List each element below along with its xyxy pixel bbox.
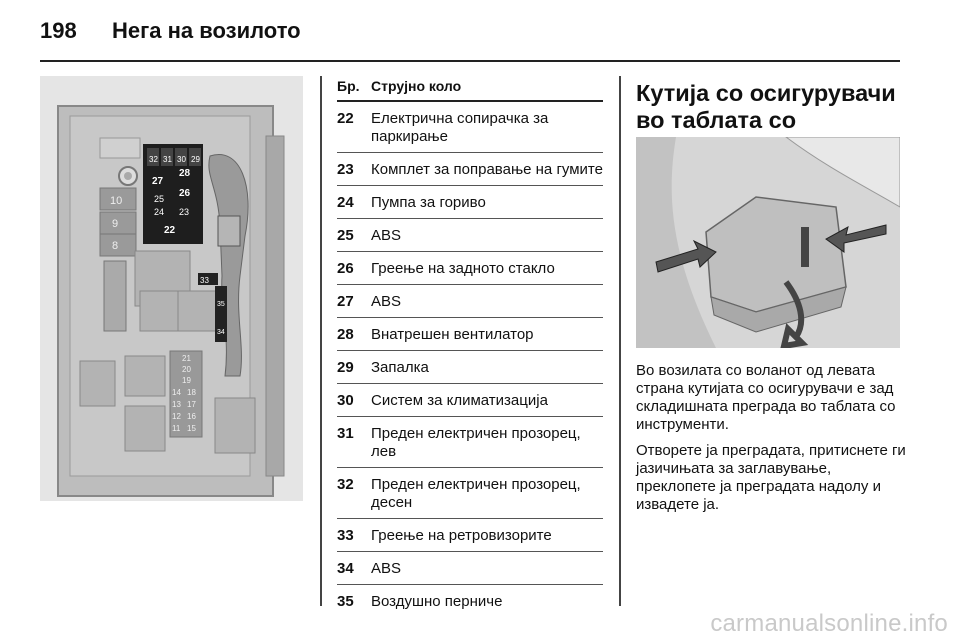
fuse-number: 22 bbox=[337, 110, 354, 127]
table-row bbox=[337, 468, 603, 519]
watermark: carmanualsonline.info bbox=[710, 610, 948, 637]
paragraph: Во возилата со воланот од левата страна кутијата со осигурувачи е зад складишната преграда во таблата со инструменти. bbox=[636, 362, 896, 433]
fuse-number: 31 bbox=[337, 425, 354, 442]
col-number-header: Бр. bbox=[337, 78, 360, 94]
dashboard-drawing bbox=[636, 137, 900, 348]
fuse-number: 23 bbox=[337, 161, 354, 178]
page-title: Нега на возилото bbox=[112, 18, 301, 43]
fuse-label: 35 bbox=[217, 301, 225, 308]
fuse-label: 25 bbox=[154, 194, 165, 204]
fuse-circuit: Запалка bbox=[371, 359, 429, 376]
table-row bbox=[337, 102, 603, 153]
page-header bbox=[40, 18, 301, 44]
fuse-label: 23 bbox=[179, 207, 190, 217]
fuse-label: 28 bbox=[179, 168, 191, 179]
relay-socket bbox=[178, 291, 218, 331]
fuse-circuit: Систем за климатизација bbox=[371, 392, 548, 409]
fuse-label: 11 bbox=[172, 424, 181, 433]
table-row bbox=[337, 285, 603, 318]
fuse-number: 34 bbox=[337, 560, 354, 577]
fuse-label: 21 bbox=[182, 354, 191, 363]
table-row bbox=[337, 552, 603, 585]
section-heading: Кутија со осигурувачи во таблата со bbox=[636, 80, 896, 133]
fuse-circuit: Греење на ретровизорите bbox=[371, 527, 552, 544]
fuse-label: 26 bbox=[179, 188, 191, 199]
table-row bbox=[337, 318, 603, 351]
fuse-number: 29 bbox=[337, 359, 354, 376]
table-row bbox=[337, 384, 603, 417]
fuse-circuit: Внатрешен вентилатор bbox=[371, 326, 534, 343]
fuse-label: 13 bbox=[172, 400, 181, 409]
table-row bbox=[337, 219, 603, 252]
table-row bbox=[337, 252, 603, 285]
column-divider bbox=[619, 76, 621, 606]
dashboard-illustration bbox=[636, 137, 900, 348]
fuse-label: 17 bbox=[187, 400, 196, 409]
fuse-number: 28 bbox=[337, 326, 354, 343]
relay-socket bbox=[140, 291, 180, 331]
fuse-label: 30 bbox=[177, 155, 186, 164]
release-tab bbox=[801, 227, 809, 267]
fuse-label: 31 bbox=[163, 155, 172, 164]
table-row bbox=[337, 186, 603, 219]
fuse-label: 27 bbox=[152, 176, 164, 187]
relay-socket bbox=[125, 356, 165, 396]
table-row bbox=[337, 585, 603, 617]
header-rule bbox=[40, 60, 900, 62]
table-row bbox=[337, 153, 603, 186]
fuse-number: 25 bbox=[337, 227, 354, 244]
fuse-number: 30 bbox=[337, 392, 354, 409]
fuse-circuit: Електрична сопирачка за паркирање bbox=[371, 110, 549, 145]
col-circuit-header: Струјно коло bbox=[371, 78, 462, 94]
fuse-circuit: Преден електричен прозорец, лев bbox=[371, 425, 581, 460]
fuse-label: 16 bbox=[187, 412, 196, 421]
fuse-label: 34 bbox=[217, 329, 225, 336]
fuse-circuit: Греење на задното стакло bbox=[371, 260, 555, 277]
fuse-circuit: Преден електричен прозорец, десен bbox=[371, 476, 581, 511]
fuse-number: 27 bbox=[337, 293, 354, 310]
fuse-label: 8 bbox=[112, 240, 119, 252]
connector bbox=[218, 216, 240, 246]
fuse-label: 22 bbox=[164, 225, 176, 236]
section-body bbox=[636, 362, 906, 522]
fuse-label: 15 bbox=[187, 424, 196, 433]
fuse-circuit: ABS bbox=[371, 560, 402, 577]
fuse-circuit: ABS bbox=[371, 227, 402, 244]
fuse-table-header bbox=[337, 78, 603, 102]
fuse-number: 26 bbox=[337, 260, 354, 277]
fuse-box-illustration bbox=[40, 76, 303, 501]
fuse-box-side-wall bbox=[266, 136, 284, 476]
page-number: 198 bbox=[40, 18, 77, 43]
fuse-box-drawing bbox=[40, 76, 303, 501]
fuse-label: 19 bbox=[182, 376, 191, 385]
fuse-label: 18 bbox=[187, 388, 196, 397]
fuse-label: 29 bbox=[191, 155, 200, 164]
fuse-circuit: ABS bbox=[371, 293, 402, 310]
fuse-label: 32 bbox=[149, 155, 158, 164]
small-fuse-column bbox=[104, 261, 126, 331]
mount-bracket bbox=[100, 138, 140, 158]
paragraph: Отворете ја преградата, притиснете ги јазичињата за заглавување, преклопете ја преградата надолу и извадете ја. bbox=[636, 442, 906, 513]
column-divider bbox=[320, 76, 322, 606]
relay-socket bbox=[215, 398, 255, 453]
fuse-number: 33 bbox=[337, 527, 354, 544]
fuse-label: 14 bbox=[172, 388, 181, 397]
relay-socket bbox=[125, 406, 165, 451]
fuse-label: 33 bbox=[200, 276, 209, 285]
fuse-label: 10 bbox=[110, 195, 123, 207]
fuse-circuit: Воздушно перниче bbox=[371, 593, 503, 610]
fuse-number: 24 bbox=[337, 194, 354, 211]
fuse-label: 9 bbox=[112, 218, 119, 230]
fuse-number: 35 bbox=[337, 593, 354, 610]
fuse-circuit: Комплет за поправање на гумите bbox=[371, 161, 603, 178]
fuse-table bbox=[337, 78, 603, 617]
bolt-center bbox=[124, 172, 132, 180]
fuse-label: 12 bbox=[172, 412, 181, 421]
table-row bbox=[337, 519, 603, 552]
table-row bbox=[337, 351, 603, 384]
fuse-label: 24 bbox=[154, 207, 165, 217]
fuse-label: 20 bbox=[182, 365, 191, 374]
fuse-circuit: Пумпа за гориво bbox=[371, 194, 486, 211]
fuse-number: 32 bbox=[337, 476, 354, 493]
relay-socket bbox=[80, 361, 115, 406]
table-row bbox=[337, 417, 603, 468]
